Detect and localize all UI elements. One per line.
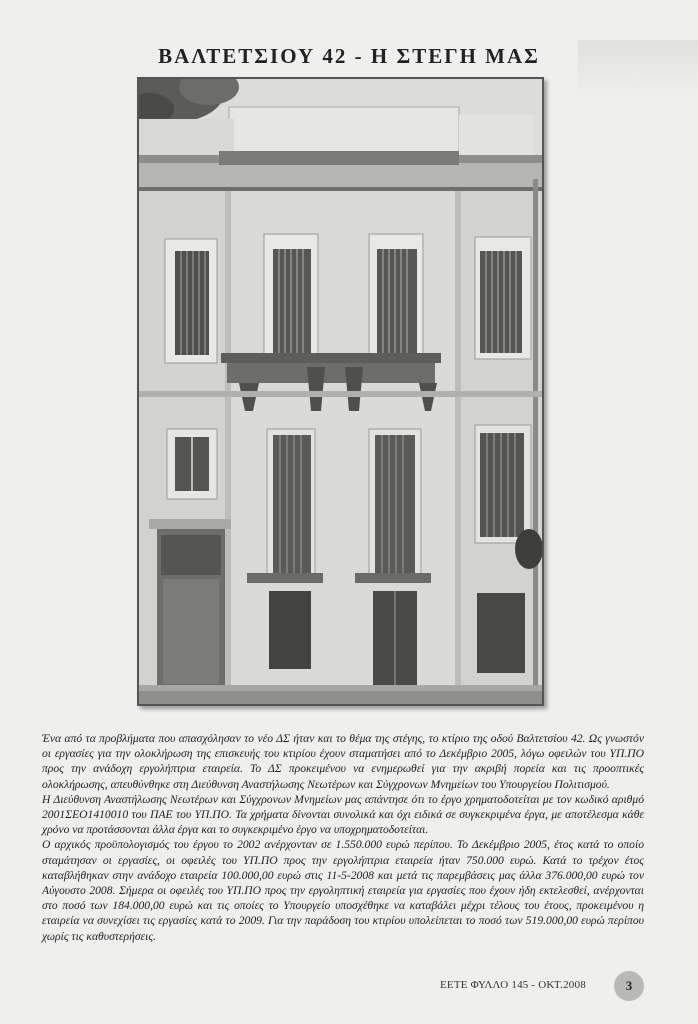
article-paragraph: Ο αρχικός προϋπολογισμός του έργου το 2002 ανέρχονταν σε 1.550.000 ευρώ περίπου. Το Δεκέμβριο 2005, έτος κατά το οποίο σταμάτησαν οι εργασίες, οι οφειλές του ΥΠ.ΠΟ προς την εργολήπτρια εταιρεία ήταν 750.000 ευρώ. Κατά το τρέχον έτος καταβλήθηκαν στην ανάδοχο εταιρεία 100.000,00 ευρώ στις 11-5-2008 και μετά τις παρεμβάσεις μας άλλα 376.000,00 ευρώ τον Αύγουστο 2008. Σήμερα οι οφειλές του ΥΠ.ΠΟ προς την εργοληπτική εταιρεία για εργασίες που έχουν ήδη εκτελεσθεί, ανέρχονται στο ποσό των 184.000,00 ευρώ και τις οποίες το Υπουργείο υποσχέθηκε να καταβάλει μέχρι τέλους του έτους, προκειμένου η εταιρεία να συνεχίσει τις εργασίες κατά το 2009. Για την παράδοση του κτιρίου υπολείπεται το ποσό των 519.000,00 ευρώ περίπου χωρίς τις καθυστερήσεις. <box>42 838 644 943</box>
footer-issue-label: ΕΕΤΕ ΦΥΛΛΟ 145 - ΟΚΤ.2008 <box>440 979 586 991</box>
article-body <box>42 731 644 944</box>
article-paragraph: Ένα από τα προβλήματα που απασχόλησαν το νέο ΔΣ ήταν και το θέμα της στέγης, το κτίριο της οδού Βαλτετσίου 42. Ως γνωστόν οι εργασίες για την ολοκλήρωση της επισκευής του κτιρίου έχουν σταματήσει από το Δεκέμβριο 2005, λόγω οφειλών του ΥΠ.ΠΟ προς την ανάδοχη εργολήπτρια εταιρεία. Το ΔΣ προκειμένου να ενημερωθεί για την ακριβή πορεία και τις προοπτικές ολοκλήρωσης, απευθύνθηκε στη Διεύθυνση Αναστήλωσης Νεωτέρων και Σύγχρονων Μνημείων του Υπουργείου Πολιτισμού. <box>42 732 644 791</box>
building-photo <box>137 77 544 706</box>
page-number-badge: 3 <box>614 971 644 1001</box>
page-title: ΒΑΛΤΕΤΣΙΟΥ 42 - Η ΣΤΕΓΗ ΜΑΣ <box>158 44 540 68</box>
article-paragraph: Η Διεύθυνση Αναστήλωσης Νεωτέρων και Σύγχρονων Μνημείων μας απάντησε ότι το έργο χρηματοδοτείται με τον κωδικό αριθμό 2001ΣΕΟ1410010 του ΠΑΕ του ΥΠ.ΠΟ. Τα χρήματα δίνονται συνολικά και όχι ειδικά σε συγκεκριμένα έργα, με αποτέλεσμα κάθε χρόνο να προτάσσονται άλλα έργα και το συγκεκριμένο έργο να υποχρηματοδοτείται. <box>42 792 644 837</box>
